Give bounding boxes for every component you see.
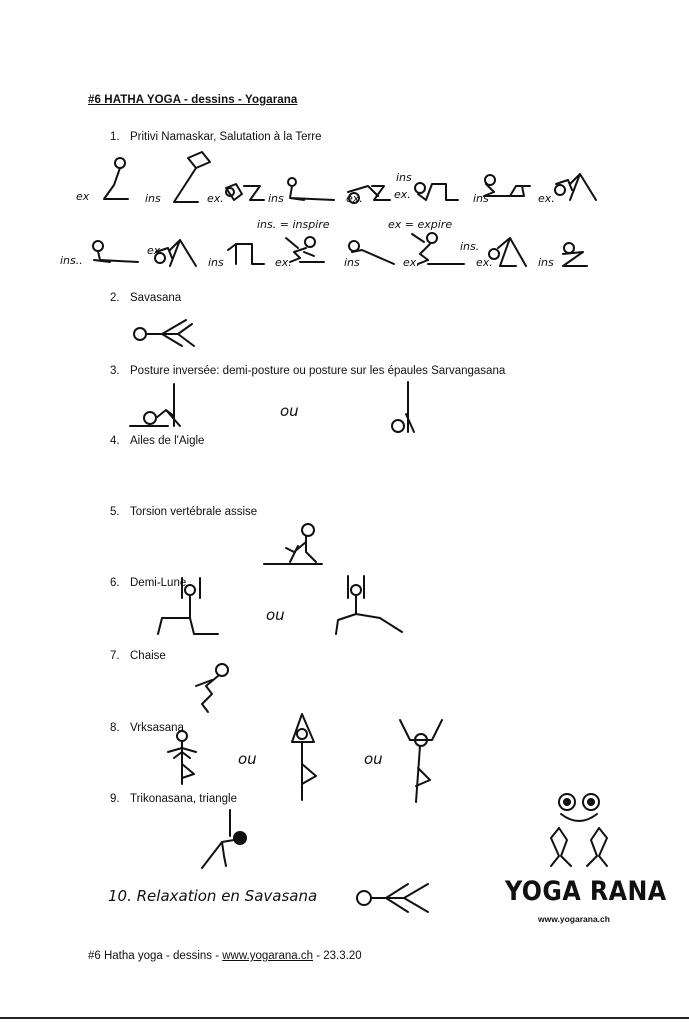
cobra-figure [480,172,540,206]
list-item [110,435,204,447]
knees-chest-figure [412,180,462,206]
brand-name: YOGA RANA [505,876,667,907]
inhale-note: ins. [460,240,480,253]
item-label: Savasana [130,292,182,304]
item-label: Posture inversée: demi-posture ou posture sur les épaules Sarvangasana [130,365,506,377]
footer [88,950,362,962]
item-label: Demi-Lune [130,577,187,589]
exhale-note: ex. [275,256,292,269]
item-10-label: 10. Relaxation en Savasana [108,887,318,905]
item-number: 8. [110,722,120,734]
lunge-figure [284,176,342,206]
item-number: 2. [110,292,120,304]
document-title: #6 HATHA YOGA - dessins - Yogarana [88,94,298,106]
footer-prefix: #6 Hatha yoga - dessins - [88,950,223,962]
lying-figure [132,314,212,354]
exhale-note: ex. [147,244,164,257]
squat-figure [280,232,330,272]
list-item [110,292,181,304]
lunge-figure [330,570,416,640]
exhale-note: ex [76,190,90,203]
exhale-note: ex. [394,188,411,201]
legend-inhale: ins. = inspire [257,218,330,231]
item-number: 6. [110,577,120,589]
triangle-figure [196,808,256,874]
tree-figure [394,716,450,806]
lying-figure [352,878,436,922]
inhale-note: ins [473,192,489,205]
chair-figure [190,660,236,716]
inhale-note: ins.. [60,254,83,267]
arms-raised-figure [486,234,538,270]
item-label: Vrksasana [130,722,184,734]
knees-chest-figure [224,240,270,268]
item-number: 5. [110,506,120,518]
item-label: Ailes de l'Aigle [130,435,205,447]
or-note: ou [364,750,383,768]
inhale-note: ins [268,192,284,205]
item-number: 4. [110,435,120,447]
forward-bend-figure [220,180,270,206]
exhale-note: ex. [403,256,420,269]
list-item [110,650,166,662]
or-note: ou [266,606,285,624]
inhale-note: ins [344,256,360,269]
exhale-note: ex. [538,192,555,205]
scan-edge-line [0,1017,689,1019]
or-note: ou [280,402,299,420]
footer-link[interactable]: www.yogarana.ch [222,950,314,962]
item-label: Pritivi Namaskar, Salutation à la Terre [130,131,322,143]
inhale-note: ins [538,256,554,269]
item-label: Torsion vertébrale assise [130,506,258,518]
downward-dog-figure [150,236,202,270]
forward-fold-figure [408,230,468,270]
list-item [110,365,505,377]
standing-figure [98,155,132,205]
inhale-note: ins [396,171,412,184]
tree-figure [160,728,204,790]
frog-logo-icon [545,790,615,872]
tree-figure [284,712,324,804]
footer-suffix: - 23.3.20 [313,950,362,962]
inhale-note: ins [208,256,224,269]
item-number: 7. [110,650,120,662]
item-number: 3. [110,365,120,377]
exhale-note: ex. [346,192,363,205]
or-note: ou [238,750,257,768]
exhale-note: ex. [207,192,224,205]
standing-figure [553,240,599,270]
exhale-note: ex. [476,256,493,269]
item-number: 1. [110,131,120,143]
half-lift-figure [346,236,402,270]
lunge-figure [90,238,146,268]
legend-exhale: ex = expire [388,218,453,231]
item-number: 9. [110,793,120,805]
half-shoulderstand-figure [130,382,190,432]
list-item [110,793,237,805]
half-moon-figure [152,574,222,640]
item-label: Chaise [130,650,166,662]
downward-dog-figure [550,170,602,206]
inhale-note: ins [145,192,161,205]
item-label: Trikonasana, triangle [130,793,237,805]
list-item [110,506,257,518]
brand-url: www.yogarana.ch [538,914,610,924]
shoulderstand-figure [392,380,418,436]
list-item [110,131,322,143]
seated-twist-figure [262,520,332,570]
